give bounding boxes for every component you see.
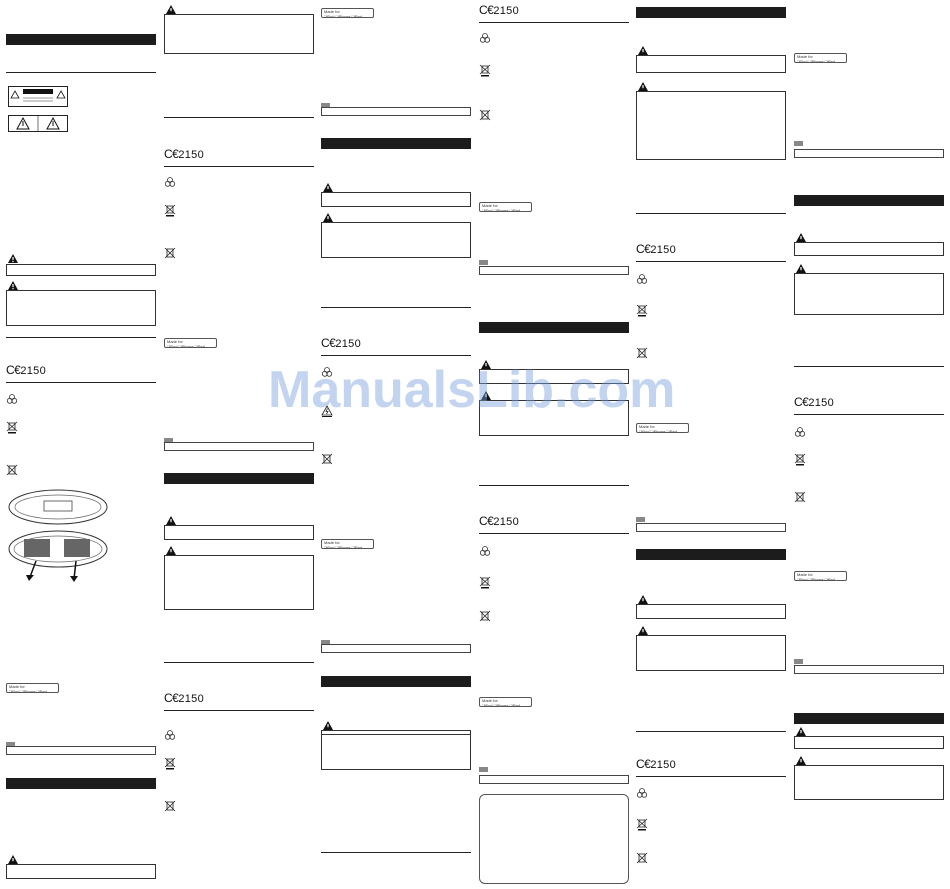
note-block bbox=[794, 141, 944, 161]
ce-mark: C€2150 bbox=[164, 691, 205, 705]
caution-box bbox=[636, 91, 786, 160]
crossed-bin-icon bbox=[164, 247, 176, 259]
section-header-bar bbox=[6, 778, 156, 789]
note-block bbox=[479, 767, 629, 787]
section-header-bar bbox=[794, 713, 944, 724]
divider bbox=[321, 852, 471, 853]
divider bbox=[479, 533, 629, 534]
divider bbox=[164, 710, 314, 711]
note-block bbox=[6, 742, 156, 762]
section-header-bar bbox=[321, 676, 471, 687]
warning-box bbox=[6, 864, 156, 879]
made-for-badge: Made for □iPod □iPhone □iPad bbox=[6, 683, 59, 693]
divider bbox=[794, 414, 944, 415]
caution-box bbox=[794, 273, 944, 315]
note-block bbox=[636, 517, 786, 537]
warning-triangle-icon bbox=[638, 595, 648, 604]
warning-box bbox=[636, 55, 786, 73]
crossed-bin-icon bbox=[479, 64, 491, 76]
section-header-bar bbox=[636, 7, 786, 18]
recycle-icon bbox=[6, 393, 18, 405]
divider bbox=[636, 776, 786, 777]
crossed-bin-icon bbox=[636, 852, 648, 864]
warning-triangle-icon bbox=[638, 46, 648, 55]
divider bbox=[479, 485, 629, 486]
warning-triangle-icon bbox=[166, 516, 176, 525]
warning-box bbox=[636, 604, 786, 619]
caution-box bbox=[794, 765, 944, 800]
divider bbox=[6, 72, 156, 73]
made-for-badge: Made for □iPod □iPhone □iPad bbox=[321, 8, 374, 18]
divider bbox=[164, 117, 314, 118]
warning-triangle-icon bbox=[796, 727, 806, 736]
ce-mark: C€2150 bbox=[164, 147, 205, 161]
caution-box bbox=[6, 290, 156, 326]
made-for-badge: Made for □iPod □iPhone □iPad bbox=[794, 53, 847, 63]
warning-symbols-box bbox=[8, 115, 68, 132]
crossed-bin-icon bbox=[636, 347, 648, 359]
warning-box bbox=[6, 264, 156, 276]
crossed-bin-icon bbox=[321, 453, 333, 465]
recycle-icon bbox=[164, 176, 176, 188]
ce-mark: C€2150 bbox=[6, 363, 47, 377]
ce-mark: C€2150 bbox=[636, 242, 677, 256]
caution-box bbox=[164, 14, 314, 54]
crossed-bin-icon bbox=[479, 610, 491, 622]
ce-mark: C€2150 bbox=[794, 395, 835, 409]
warning-triangle-icon bbox=[166, 546, 176, 555]
rounded-panel bbox=[479, 794, 629, 884]
section-header-bar bbox=[636, 549, 786, 560]
warning-triangle-icon bbox=[166, 5, 176, 14]
section-header-bar bbox=[164, 473, 314, 484]
column-3 bbox=[321, 0, 471, 889]
ce-mark: C€2150 bbox=[479, 3, 520, 17]
crossed-bin-icon bbox=[479, 109, 491, 121]
divider bbox=[321, 307, 471, 308]
column-5 bbox=[636, 0, 786, 889]
divider bbox=[636, 731, 786, 732]
divider bbox=[479, 22, 629, 23]
note-block bbox=[164, 438, 314, 458]
note-block bbox=[479, 260, 629, 280]
warning-triangle-icon bbox=[796, 756, 806, 765]
crossed-bin-icon bbox=[6, 421, 18, 433]
watermark: ManualsLib.com bbox=[268, 361, 676, 419]
crossed-bin-icon bbox=[164, 800, 176, 812]
warning-triangle-icon bbox=[8, 855, 18, 864]
crossed-bin-icon bbox=[6, 464, 18, 476]
divider bbox=[164, 662, 314, 663]
ce-mark: C€2150 bbox=[321, 336, 362, 350]
made-for-badge: Made for □iPod □iPhone □iPad bbox=[794, 571, 847, 581]
ce-mark: C€2150 bbox=[636, 757, 677, 771]
made-for-badge: Made for □iPod □iPhone □iPad bbox=[321, 539, 374, 549]
column-2 bbox=[164, 0, 314, 889]
recycle-icon bbox=[636, 273, 648, 285]
warning-triangle-icon bbox=[323, 183, 333, 192]
warning-triangle-icon bbox=[323, 721, 333, 730]
note-block bbox=[321, 640, 471, 660]
dock-illustration bbox=[6, 487, 110, 583]
section-header-bar bbox=[321, 138, 471, 149]
crossed-bin-icon bbox=[636, 818, 648, 830]
made-for-badge: Made for □iPod □iPhone □iPad bbox=[164, 338, 217, 348]
recycle-icon bbox=[636, 787, 648, 799]
crossed-bin-icon bbox=[164, 757, 176, 769]
crossed-bin-icon bbox=[636, 304, 648, 316]
note-block bbox=[794, 659, 944, 679]
divider bbox=[636, 213, 786, 214]
recycle-icon bbox=[479, 32, 491, 44]
recycle-icon bbox=[794, 426, 806, 438]
warning-triangle-icon bbox=[8, 281, 18, 290]
warning-triangle-icon bbox=[796, 264, 806, 273]
column-1 bbox=[6, 0, 156, 889]
column-4 bbox=[479, 0, 629, 889]
divider bbox=[6, 337, 156, 338]
caution-box bbox=[321, 222, 471, 258]
divider bbox=[794, 366, 944, 367]
section-header-bar bbox=[6, 34, 156, 45]
column-6 bbox=[794, 0, 944, 889]
made-for-badge: Made for □iPod □iPhone □iPad bbox=[636, 423, 689, 433]
divider bbox=[164, 166, 314, 167]
recycle-icon bbox=[164, 729, 176, 741]
warning-box bbox=[164, 525, 314, 540]
warning-box bbox=[321, 192, 471, 207]
divider bbox=[6, 382, 156, 383]
caution-box bbox=[636, 635, 786, 671]
caution-box bbox=[321, 734, 471, 770]
warning-triangle-icon bbox=[323, 213, 333, 222]
section-header-bar bbox=[794, 195, 944, 206]
crossed-bin-icon bbox=[479, 576, 491, 588]
made-for-badge: Made for □iPod □iPhone □iPad bbox=[479, 202, 532, 212]
caution-label bbox=[8, 86, 68, 107]
crossed-bin-icon bbox=[794, 453, 806, 465]
warning-box bbox=[794, 736, 944, 749]
crossed-bin-icon bbox=[164, 204, 176, 216]
warning-triangle-icon bbox=[8, 254, 18, 263]
note-block bbox=[321, 103, 471, 123]
divider bbox=[321, 355, 471, 356]
caution-box bbox=[164, 555, 314, 610]
warning-triangle-icon bbox=[796, 233, 806, 242]
recycle-icon bbox=[479, 545, 491, 557]
warning-box bbox=[794, 242, 944, 256]
made-for-badge: Made for □iPod □iPhone □iPad bbox=[479, 697, 532, 707]
crossed-bin-icon bbox=[794, 491, 806, 503]
warning-triangle-icon bbox=[638, 82, 648, 91]
section-header-bar bbox=[479, 322, 629, 333]
divider bbox=[636, 261, 786, 262]
warning-triangle-icon bbox=[638, 626, 648, 635]
ce-mark: C€2150 bbox=[479, 514, 520, 528]
